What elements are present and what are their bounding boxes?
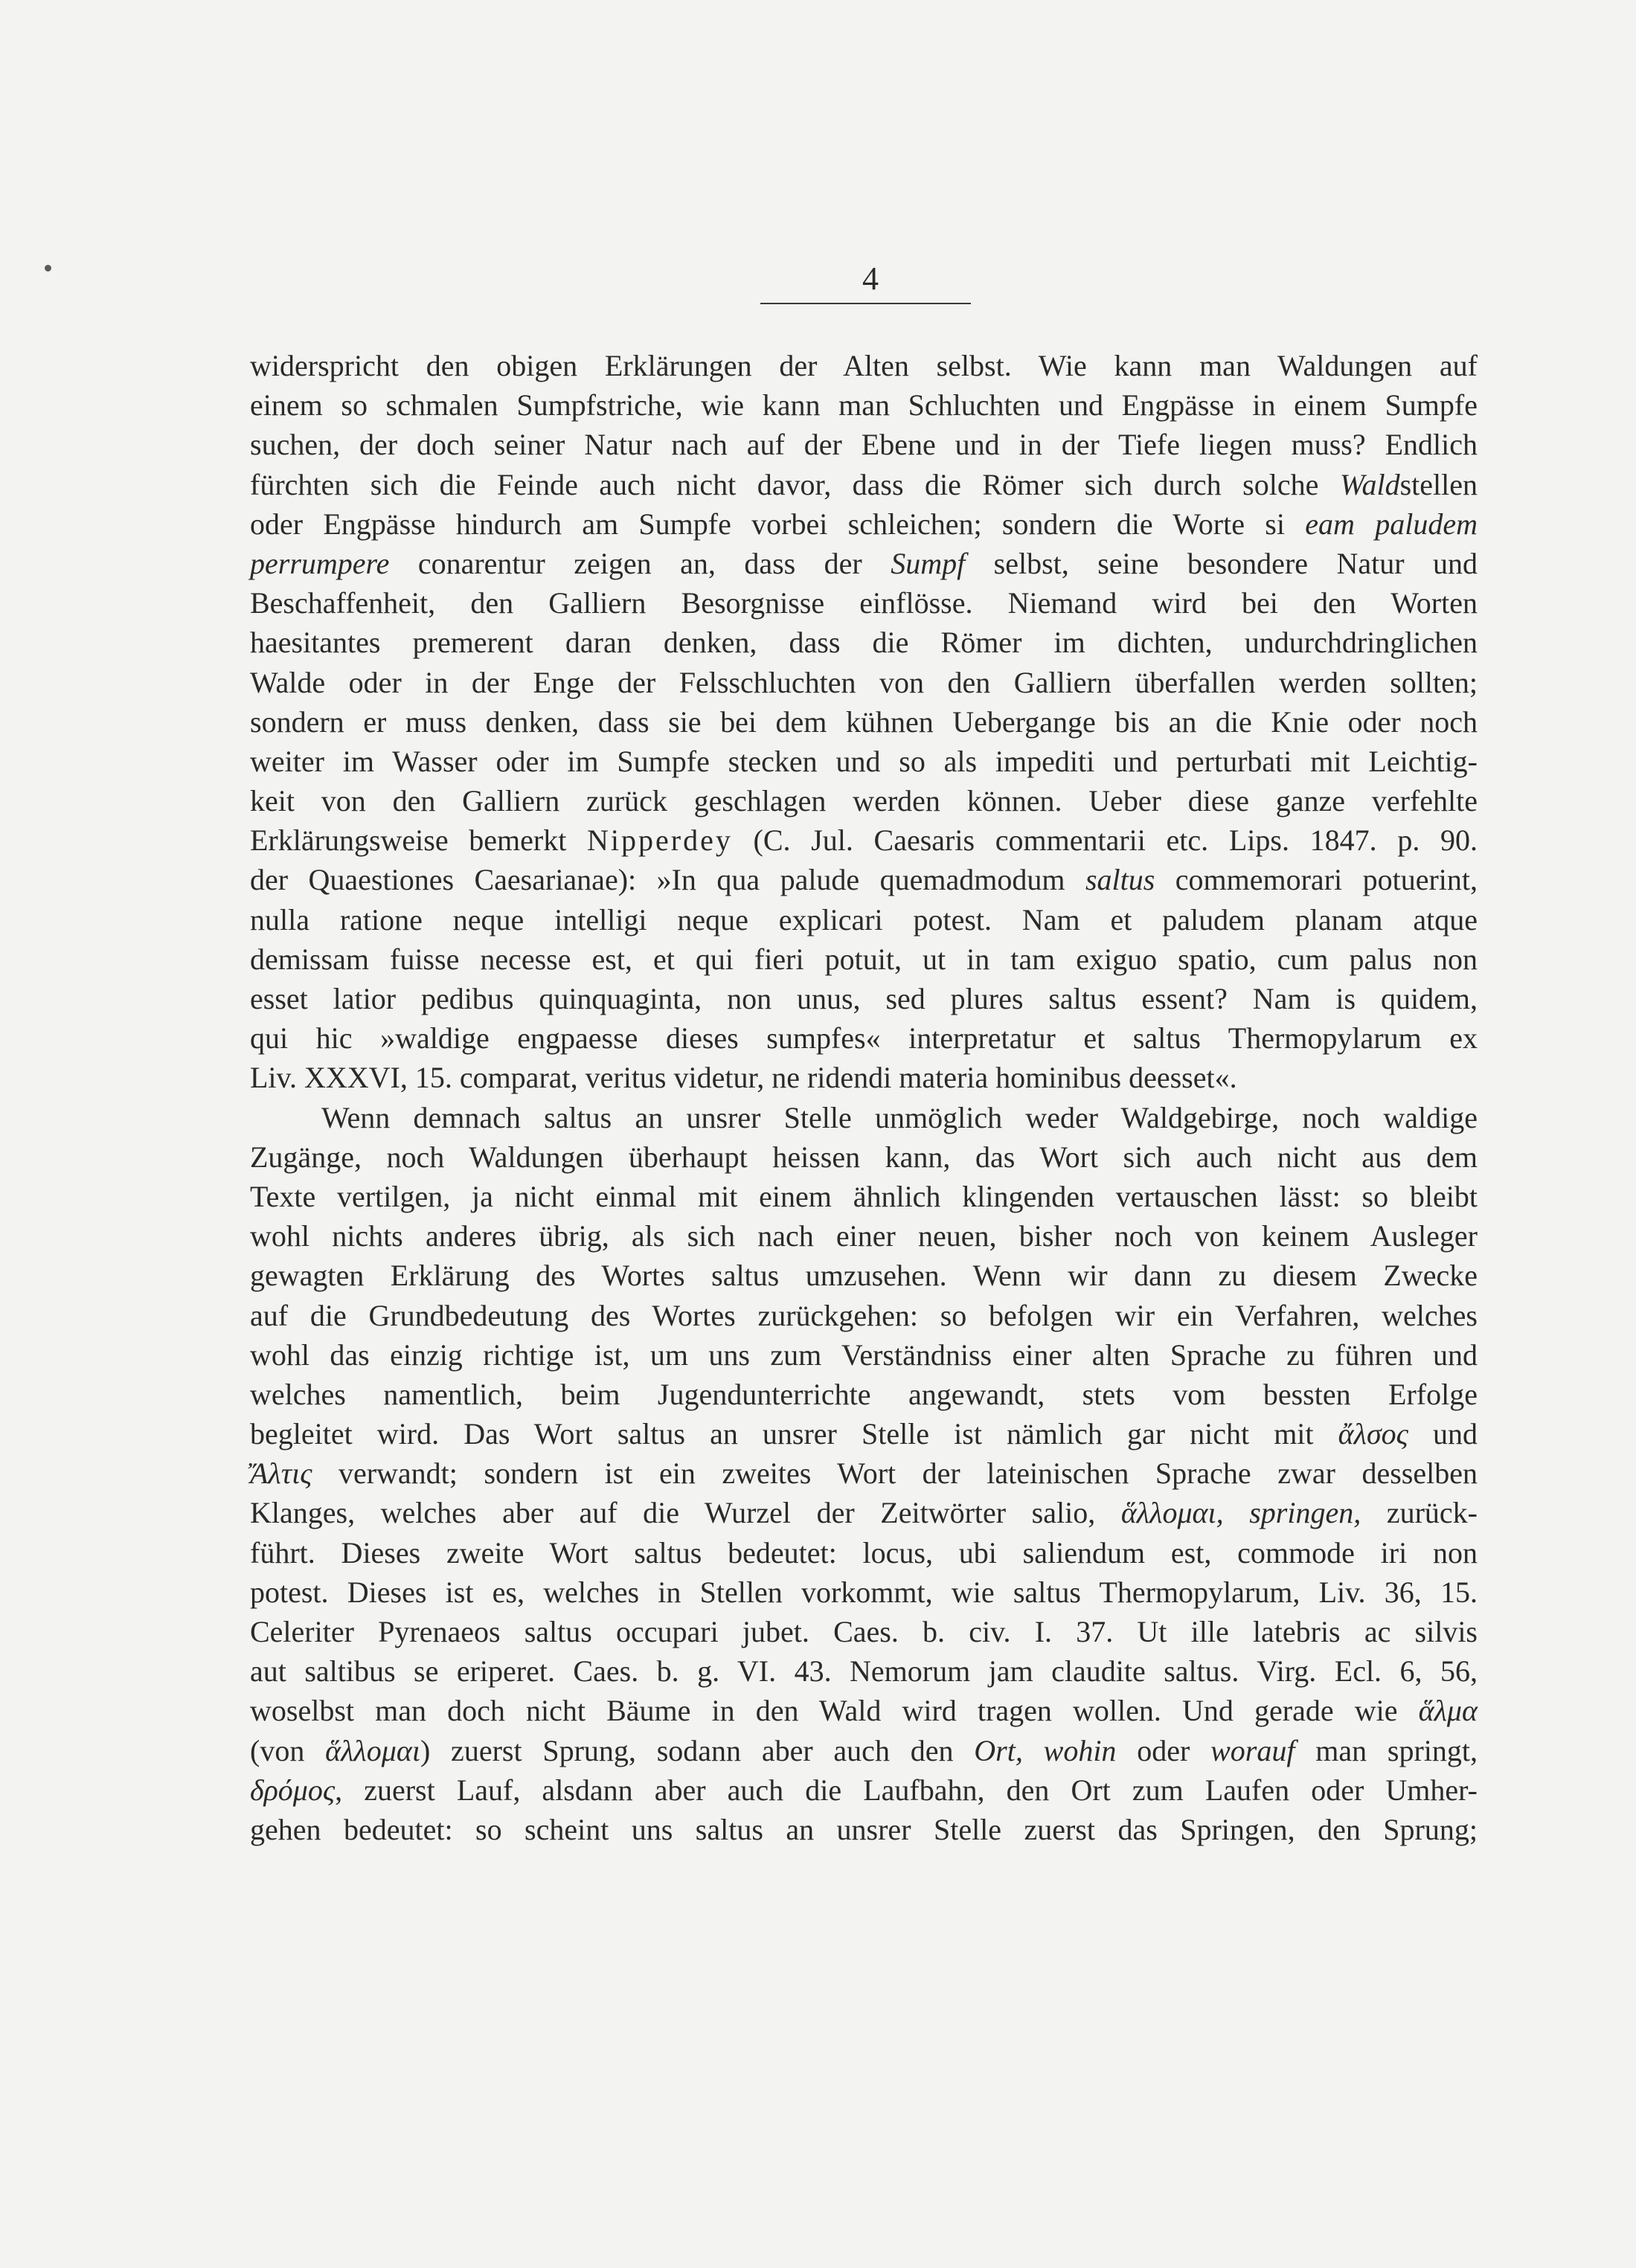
text-line xyxy=(250,1256,1478,1295)
text-line xyxy=(250,900,1478,939)
text-line xyxy=(250,1296,1478,1335)
text-segment: demissam fuisse necesse est, et qui fieri potuit, ut in tam exiguo spatio, cum palus non xyxy=(250,942,1478,976)
italic-text: eam paludem xyxy=(1305,507,1478,541)
text-segment: haesitantes premerent daran denken, dass die Römer im dichten, undurchdringlichen xyxy=(250,626,1478,660)
text-segment: man springt, xyxy=(1295,1733,1478,1767)
text-segment: oder Engpässe hindurch am Sumpfe vorbei schleichen; sondern die Worte si xyxy=(250,507,1306,541)
text-segment: woselbst man doch nicht Bäume in den Wald wird tragen wollen. Und gerade wie xyxy=(250,1694,1419,1728)
text-line xyxy=(250,1375,1478,1414)
text-line xyxy=(250,1177,1478,1216)
text-segment: sondern er muss denken, dass sie bei dem kühnen Uebergange bis an die Knie oder noch xyxy=(250,704,1478,739)
text-line xyxy=(250,1098,1478,1137)
text-segment: (C. Jul. Caesaris commentarii etc. Lips. 1847. p. 90. xyxy=(732,823,1478,858)
text-segment: Celeriter Pyrenaeos saltus occupari jubet. Caes. b. civ. I. 37. Ut ille latebris ac silvis xyxy=(250,1615,1478,1648)
text-segment: wohl nichts anderes übrig, als sich nach einer neuen, bisher noch von keinem Ausleger xyxy=(250,1219,1478,1253)
italic-text: ἅλλομαι, springen, xyxy=(1120,1496,1361,1530)
text-segment: esset latior pedibus quinquaginta, non unus, sed plures saltus essent? Nam is quidem, xyxy=(250,982,1478,1015)
text-line xyxy=(250,1335,1478,1375)
text-segment: Klanges, welches aber auf die Wurzel der Zeitwörter salio, xyxy=(250,1496,1121,1530)
text-line xyxy=(250,1058,1478,1097)
text-line xyxy=(250,1414,1478,1453)
text-line xyxy=(250,1018,1478,1058)
text-line xyxy=(250,623,1478,662)
italic-text: perrumpere xyxy=(250,546,390,580)
text-segment: und xyxy=(1408,1417,1478,1451)
italic-text: ἄλσος xyxy=(1338,1417,1408,1451)
text-segment: verwandt; sondern ist ein zweites Wort der lateinischen Sprache zwar desselben xyxy=(312,1456,1478,1491)
italic-text: saltus xyxy=(1085,863,1155,897)
text-segment: qui hic »waldige engpaesse dieses sumpfes« interpretatur et saltus Thermopylarum ex xyxy=(250,1021,1478,1056)
text-line xyxy=(250,742,1478,781)
text-segment: stellen xyxy=(1399,467,1478,501)
italic-text: ἅλλομαι xyxy=(325,1733,420,1767)
text-line xyxy=(250,1651,1478,1691)
spaced-text: Nipperdey xyxy=(587,823,733,858)
italic-text: worauf xyxy=(1210,1733,1295,1767)
text-line xyxy=(250,860,1478,899)
text-segment: suchen, der doch seiner Natur nach auf der Ebene und in der Tiefe liegen muss? Endlich xyxy=(250,428,1478,462)
text-line xyxy=(250,1770,1478,1810)
text-segment: potest. Dieses ist es, welches in Stellen vorkommt, wie saltus Thermopylarum, Liv. 36, 15. xyxy=(250,1575,1478,1609)
text-line xyxy=(250,1810,1478,1849)
text-line xyxy=(250,702,1478,742)
text-segment: der Quaestiones Caesarianae): »In qua palude quemadmodum xyxy=(250,863,1085,897)
text-segment: welches namentlich, beim Jugendunterrichte angewandt, stets vom bessten Erfolge xyxy=(250,1377,1478,1411)
text-line xyxy=(250,1493,1478,1532)
italic-text: δρόμος xyxy=(250,1773,336,1807)
text-line xyxy=(250,1612,1478,1651)
text-segment: Liv. XXXVI, 15. comparat, veritus videtur, ne ridendi materia hominibus deesset«. xyxy=(250,1061,1237,1095)
text-segment: oder xyxy=(1116,1733,1211,1767)
italic-text: Ἄλτις xyxy=(250,1456,312,1491)
page-number: 4 xyxy=(862,260,879,297)
italic-text: ἅλμα xyxy=(1418,1694,1478,1728)
text-line xyxy=(250,583,1478,623)
text-line xyxy=(250,544,1478,583)
body-text xyxy=(250,346,1478,1849)
italic-text: Wald xyxy=(1339,467,1400,501)
text-segment: Walde oder in der Enge der Felsschluchten von den Galliern überfallen werden sollten; xyxy=(250,665,1478,699)
text-line xyxy=(250,939,1478,979)
text-line xyxy=(250,425,1478,464)
text-segment: Texte vertilgen, ja nicht einmal mit einem ähnlich klingenden vertauschen lässt: so bleibt xyxy=(250,1179,1478,1213)
text-segment: einem so schmalen Sumpfstriche, wie kann man Schluchten und Engpässe in einem Sumpfe xyxy=(250,388,1478,423)
italic-text: Ort, wohin xyxy=(974,1733,1117,1767)
margin-speck xyxy=(45,265,51,272)
text-line xyxy=(250,465,1478,504)
text-line xyxy=(250,504,1478,544)
text-segment: conarentur zeigen an, dass der xyxy=(389,546,891,580)
text-segment: Erklärungsweise bemerkt xyxy=(250,823,587,858)
text-line xyxy=(250,346,1478,385)
text-segment: keit von den Galliern zurück geschlagen werden können. Ueber diese ganze verfehlte xyxy=(250,784,1478,818)
text-segment: fürchten sich die Feinde auch nicht davor, dass die Römer sich durch solche xyxy=(250,467,1340,501)
text-line xyxy=(250,1453,1478,1493)
text-segment: zurück- xyxy=(1361,1496,1478,1530)
text-segment: ) zuerst Sprung, sodann aber auch den xyxy=(420,1733,975,1767)
text-line xyxy=(250,1533,1478,1572)
text-line xyxy=(250,781,1478,820)
text-segment: gehen bedeutet: so scheint uns saltus an unsrer Stelle zuerst das Springen, den Sprung; xyxy=(250,1812,1478,1846)
text-segment: Wenn demnach saltus an unsrer Stelle unmöglich weder Waldgebirge, noch waldige xyxy=(321,1100,1478,1134)
header-rule xyxy=(760,303,971,304)
text-line xyxy=(250,1137,1478,1177)
text-segment: auf die Grundbedeutung des Wortes zurückgehen: so befolgen wir ein Verfahren, welches xyxy=(250,1298,1478,1332)
text-segment: begleitet wird. Das Wort saltus an unsrer Stelle ist nämlich gar nicht mit xyxy=(250,1417,1338,1451)
text-segment: gewagten Erklärung des Wortes saltus umzusehen. Wenn wir dann zu diesem Zwecke xyxy=(250,1259,1478,1293)
text-line xyxy=(250,820,1478,860)
text-segment: Beschaffenheit, den Galliern Besorgnisse einflösse. Niemand wird bei den Worten xyxy=(250,586,1478,620)
text-line xyxy=(250,663,1478,702)
text-segment: führt. Dieses zweite Wort saltus bedeutet: locus, ubi saliendum est, commode iri non xyxy=(250,1535,1478,1570)
text-segment: nulla ratione neque intelligi neque explicari potest. Nam et paludem planam atque xyxy=(250,902,1478,937)
italic-text: Sumpf xyxy=(891,546,966,580)
text-segment: , zuerst Lauf, alsdann aber auch die Laufbahn, den Ort zum Laufen oder Umher- xyxy=(335,1773,1478,1807)
text-segment: widerspricht den obigen Erklärungen der Alten selbst. Wie kann man Waldungen auf xyxy=(250,349,1478,382)
text-line xyxy=(250,979,1478,1018)
text-segment: selbst, seine besondere Natur und xyxy=(965,546,1478,580)
text-line xyxy=(250,1572,1478,1612)
text-line xyxy=(250,1691,1478,1730)
text-segment: Zugänge, noch Waldungen überhaupt heissen kann, das Wort sich auch nicht aus dem xyxy=(250,1140,1478,1174)
text-segment: commemorari potuerint, xyxy=(1155,863,1478,897)
text-line xyxy=(250,385,1478,425)
text-segment: aut saltibus se eriperet. Caes. b. g. VI. 43. Nemorum jam claudite saltus. Virg. Ecl. 6, 56, xyxy=(250,1654,1478,1689)
text-segment: (von xyxy=(250,1733,326,1767)
text-segment: weiter im Wasser oder im Sumpfe stecken und so als impediti und perturbati mit Leichtig- xyxy=(250,744,1478,778)
text-line xyxy=(250,1216,1478,1256)
text-line xyxy=(250,1731,1478,1770)
text-segment: wohl das einzig richtige ist, um uns zum Verständniss einer alten Sprache zu führen und xyxy=(250,1337,1478,1372)
